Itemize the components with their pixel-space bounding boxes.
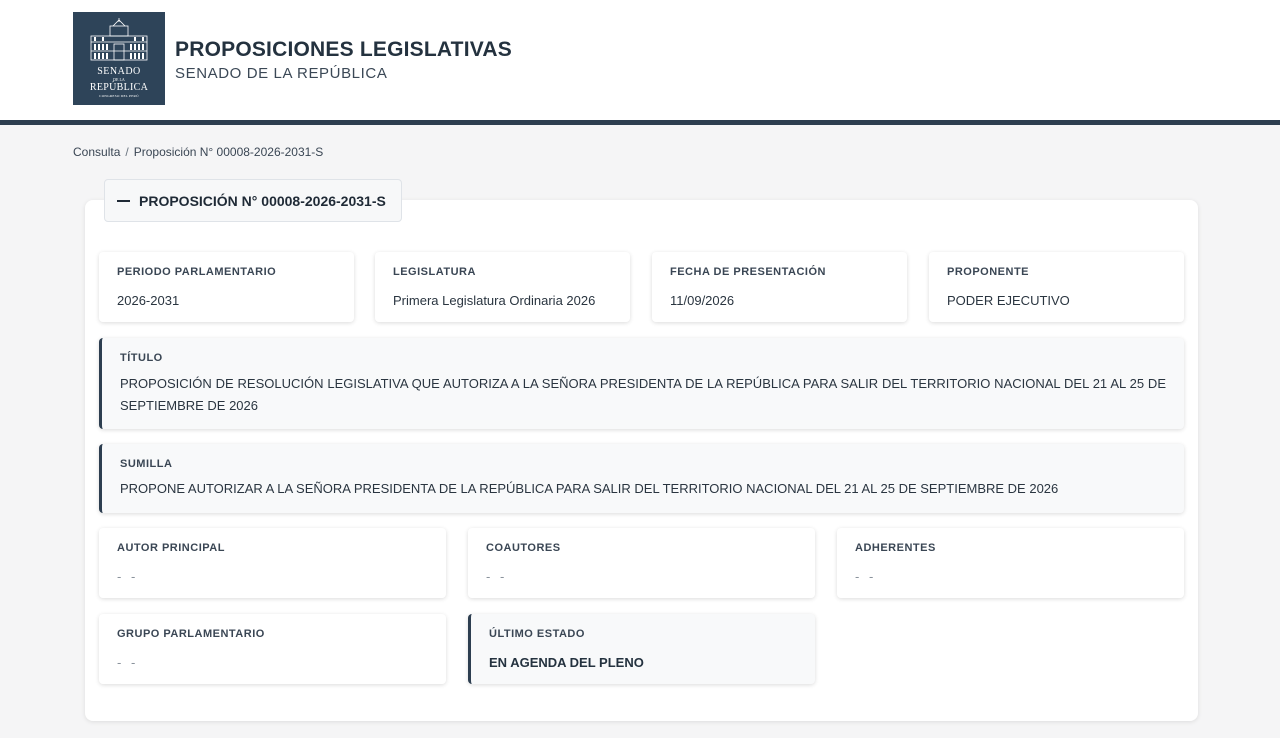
field-legislatura (375, 252, 630, 322)
field-value: 11/09/2026 (670, 293, 735, 308)
field-value: - - (117, 569, 139, 584)
breadcrumb-current: Proposición N° 00008-2026-2031-S (133, 145, 324, 159)
field-label: PROPONENTE (947, 266, 1030, 278)
breadcrumb (73, 145, 323, 159)
field-value: Primera Legislatura Ordinaria 2026 (393, 293, 596, 308)
proposition-tab-label: PROPOSICIÓN N° 00008-2026-2031-S (139, 192, 386, 209)
field-value: PROPONE AUTORIZAR A LA SEÑORA PRESIDENTA DE LA REPÚBLICA PARA SALIR DEL TERRITORIO NACIONAL DEL 21 AL 25 DE SEPTIEMBRE DE 2026 (120, 481, 1059, 496)
header-divider-bar (0, 120, 1280, 125)
field-periodo (99, 252, 354, 322)
field-titulo (99, 338, 1184, 429)
senado-logo[interactable] (73, 12, 165, 105)
field-sumilla (99, 444, 1184, 513)
logo-text-congreso: CONGRESO DEL PERÚ (99, 94, 139, 98)
breadcrumb-separator: / (125, 145, 129, 159)
field-label: SUMILLA (120, 458, 173, 470)
collapse-minus-icon (117, 200, 130, 202)
status-value: EN AGENDA DEL PLENO (489, 655, 644, 670)
proposition-collapse-toggle[interactable] (104, 179, 402, 222)
app-title: PROPOSICIONES LEGISLATIVAS (175, 38, 512, 61)
field-coautores (468, 528, 815, 598)
field-ultimo-estado (468, 614, 815, 684)
breadcrumb-link-consulta[interactable]: Consulta (73, 145, 121, 159)
field-value: - - (486, 569, 508, 584)
field-adherentes (837, 528, 1184, 598)
congress-building-icon (85, 18, 153, 64)
field-value: 2026-2031 (117, 293, 180, 308)
field-label: TÍTULO (120, 352, 163, 364)
field-grupo-parlamentario (99, 614, 446, 684)
app-subtitle: SENADO DE LA REPÚBLICA (175, 65, 388, 82)
site-header (0, 0, 1280, 120)
field-label: PERIODO PARLAMENTARIO (117, 266, 277, 278)
field-value: PROPOSICIÓN DE RESOLUCIÓN LEGISLATIVA QUE AUTORIZA A LA SEÑORA PRESIDENTA DE LA REPÚBLICA PARA SALIR DEL TERRITORIO NACIONAL DEL 21 AL 25 DE SEPTIEMBRE DE 2026 (120, 376, 1166, 413)
field-label: ADHERENTES (855, 542, 936, 554)
field-value: - - (855, 569, 877, 584)
logo-text-de-la: DE LA (113, 77, 125, 82)
logo-text-senado: SENADO (97, 66, 141, 77)
field-label: AUTOR PRINCIPAL (117, 542, 225, 554)
field-label: COAUTORES (486, 542, 561, 554)
field-label: ÚLTIMO ESTADO (489, 628, 585, 640)
field-label: GRUPO PARLAMENTARIO (117, 628, 265, 640)
field-autor-principal (99, 528, 446, 598)
field-label: FECHA DE PRESENTACIÓN (670, 266, 826, 278)
field-fecha-presentacion (652, 252, 907, 322)
field-value: - - (117, 655, 139, 670)
logo-text-republica: REPÚBLICA (89, 82, 149, 93)
field-label: LEGISLATURA (393, 266, 476, 278)
field-value: PODER EJECUTIVO (947, 293, 1070, 308)
field-proponente (929, 252, 1184, 322)
